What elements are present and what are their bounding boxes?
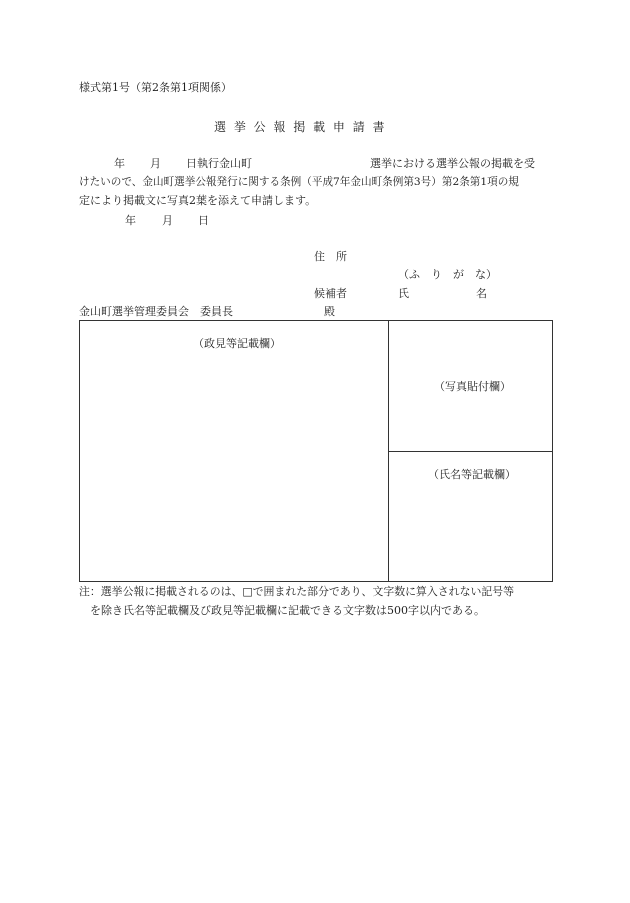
month-placeholder-label: 月: [150, 157, 161, 170]
form-number: 様式第1号（第2条第1項関係）: [79, 81, 232, 94]
year-placeholder-label: 年: [114, 157, 125, 170]
election-date-town-label: 日執行金山町: [186, 157, 252, 170]
candidate-label: 候補者: [314, 287, 347, 300]
name-label-second: 名: [476, 287, 487, 300]
election-name-suffix: 選挙における選挙公報の掲載を受: [370, 157, 535, 170]
photo-cell-label: （写真貼付欄）: [434, 380, 511, 393]
date-year-label: 年: [125, 214, 136, 227]
policy-cell-label: （政見等記載欄）: [193, 337, 281, 350]
paragraph-line-2: けたいので、金山町選挙公報発行に関する条例（平成7年金山町条例第3号）第2条第1項の規: [79, 176, 519, 188]
name-cell-label: （氏名等記載欄）: [428, 468, 516, 481]
paragraph-line-3: 定により掲載文に写真2葉を添えて申請します。: [79, 194, 317, 207]
name-label-first: 氏: [398, 287, 409, 300]
footnote-line-1: 注：選挙公報に掲載されるのは、□で囲まれた部分であり、文字数に算入されない記号等: [79, 585, 515, 598]
date-day-label: 日: [198, 214, 209, 227]
footnote-line-2: を除き氏名等記載欄及び政見等記載欄に記載できる文字数は500字以内である。: [90, 604, 485, 617]
honorific-label: 殿: [324, 305, 335, 318]
furigana-label: （ふ り が な）: [398, 268, 497, 281]
date-month-label: 月: [162, 214, 173, 227]
address-label: 住 所: [314, 250, 347, 263]
document-title: 選 挙 公 報 掲 載 申 請 書: [214, 120, 387, 134]
committee-chair-label: 金山町選挙管理委員会 委員長: [79, 305, 233, 318]
table-horizontal-divider: [388, 451, 553, 452]
